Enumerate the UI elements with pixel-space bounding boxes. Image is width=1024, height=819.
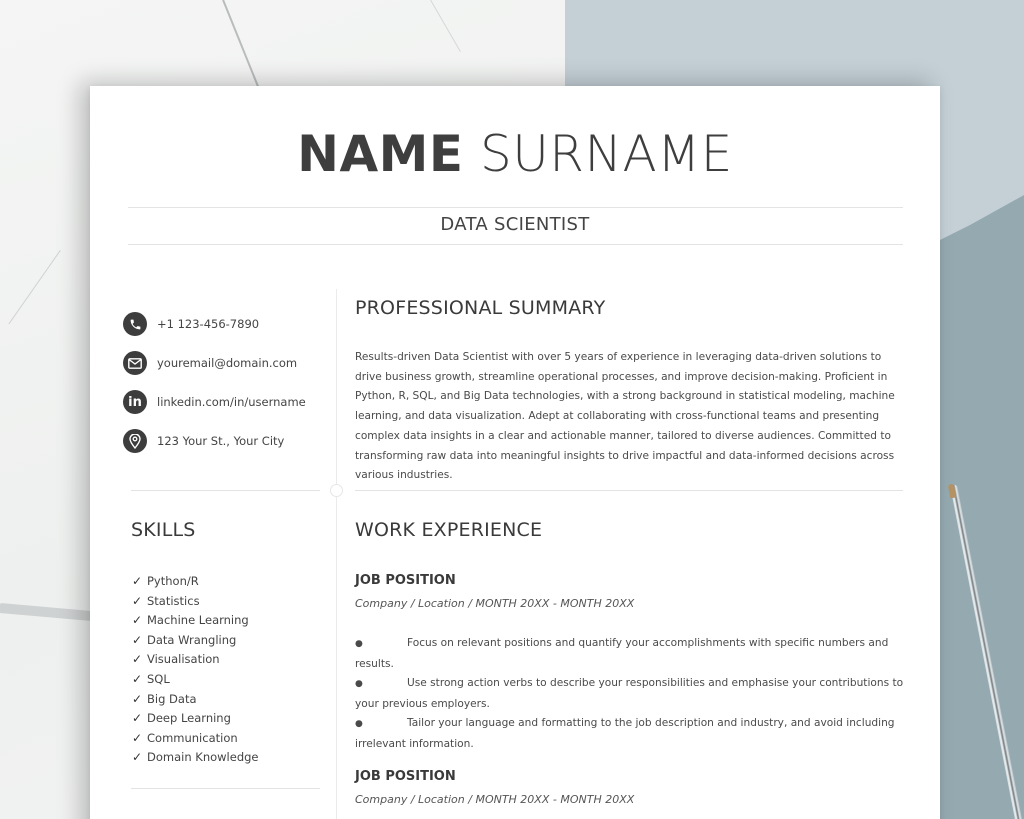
job-title: DATA SCIENTIST	[440, 214, 590, 235]
check-icon: ✓	[132, 691, 143, 706]
blue-shape	[940, 195, 1024, 819]
marble-vein	[0, 603, 92, 621]
job-bullet: ● Tailor your language and formatting to the job description and industry, and avoid including irrelevant information.	[355, 717, 895, 750]
last-name: SURNAME	[479, 125, 733, 183]
check-icon: ✓	[132, 593, 143, 608]
job-meta-2: Company / Location / MONTH 20XX - MONTH 20XX	[355, 793, 635, 806]
skill-item: ✓ Statistics	[132, 592, 259, 612]
bullet-icon: ●	[355, 639, 363, 649]
divider-node	[330, 484, 343, 497]
job-position-2: JOB POSITION	[355, 769, 456, 784]
job-bullet: ● Focus on relevant positions and quantify your accomplishments with specific numbers and results.	[355, 637, 889, 670]
skills-divider	[131, 788, 320, 789]
skills-title: SKILLS	[131, 519, 196, 541]
work-experience-title: WORK EXPERIENCE	[355, 519, 543, 541]
check-icon: ✓	[132, 574, 143, 588]
skill-item: ✓ Visualisation	[132, 650, 259, 670]
check-icon: ✓	[132, 613, 143, 628]
skill-item: ✓ Data Wrangling	[132, 631, 259, 651]
marble-vein	[8, 250, 60, 324]
contact-address	[123, 429, 284, 453]
resume-page	[90, 86, 940, 819]
phone-icon	[123, 312, 147, 336]
summary-text: Results-driven Data Scientist with over 5 years of experience in leveraging data-driven solutions to drive business growth, streamline operational processes, and improve decision-making. Proficient in Python, R, SQL, and Big Data technologies, with a strong background in statistical modeling, machine learning, and data visualization. Adept at collaborating with cross-functional teams and presenting complex data insights in a clear and actionable manner, tailored to diverse audiences. Committed to transforming raw data into meaningful insights to drive impactful and data-informed decisions across various industries.	[355, 351, 895, 482]
resume-name	[90, 124, 940, 184]
job-bullet: ● Use strong action verbs to describe your responsibilities and emphasise your contributions to your previous employers.	[355, 677, 904, 710]
marble-vein	[430, 0, 461, 52]
check-icon: ✓	[132, 671, 143, 686]
skill-item: ✓ Python/R	[132, 572, 259, 592]
check-icon: ✓	[132, 632, 143, 647]
bullet-icon: ●	[355, 679, 363, 690]
job-meta-1: Company / Location / MONTH 20XX - MONTH 20XX	[355, 597, 635, 610]
header-divider-top	[128, 207, 903, 208]
check-icon: ✓	[132, 652, 143, 667]
check-icon: ✓	[132, 730, 143, 745]
skill-item: ✓ SQL	[132, 670, 259, 690]
contact-linkedin	[123, 390, 306, 414]
check-icon: ✓	[132, 750, 143, 765]
contact-email	[123, 351, 297, 375]
marble-vein	[222, 0, 259, 88]
column-divider	[336, 289, 337, 819]
first-name: NAME	[297, 125, 464, 183]
summary-title: PROFESSIONAL SUMMARY	[355, 297, 606, 319]
job-bullets-1	[355, 634, 910, 755]
skill-item: ✓ Machine Learning	[132, 611, 259, 631]
skill-item: ✓ Domain Knowledge	[132, 748, 259, 768]
skill-item: ✓ Deep Learning	[132, 709, 259, 729]
summary-divider	[355, 490, 903, 491]
linkedin-icon: in	[123, 390, 147, 414]
linkedin-text: linkedin.com/in/username	[157, 395, 306, 409]
contact-phone	[123, 312, 259, 336]
skill-item: ✓ Communication	[132, 729, 259, 749]
bullet-icon: ●	[355, 719, 363, 730]
address-text: 123 Your St., Your City	[157, 434, 285, 448]
email-icon	[123, 351, 147, 375]
phone-text: +1 123-456-7890	[157, 317, 260, 331]
skills-list	[132, 572, 259, 768]
header-divider-bottom	[128, 244, 903, 245]
location-pin-icon	[123, 429, 147, 453]
job-position-1: JOB POSITION	[355, 573, 456, 588]
contact-divider	[131, 490, 320, 491]
email-text: youremail@domain.com	[157, 356, 298, 370]
skill-item: ✓ Big Data	[132, 690, 259, 710]
check-icon: ✓	[132, 711, 143, 726]
